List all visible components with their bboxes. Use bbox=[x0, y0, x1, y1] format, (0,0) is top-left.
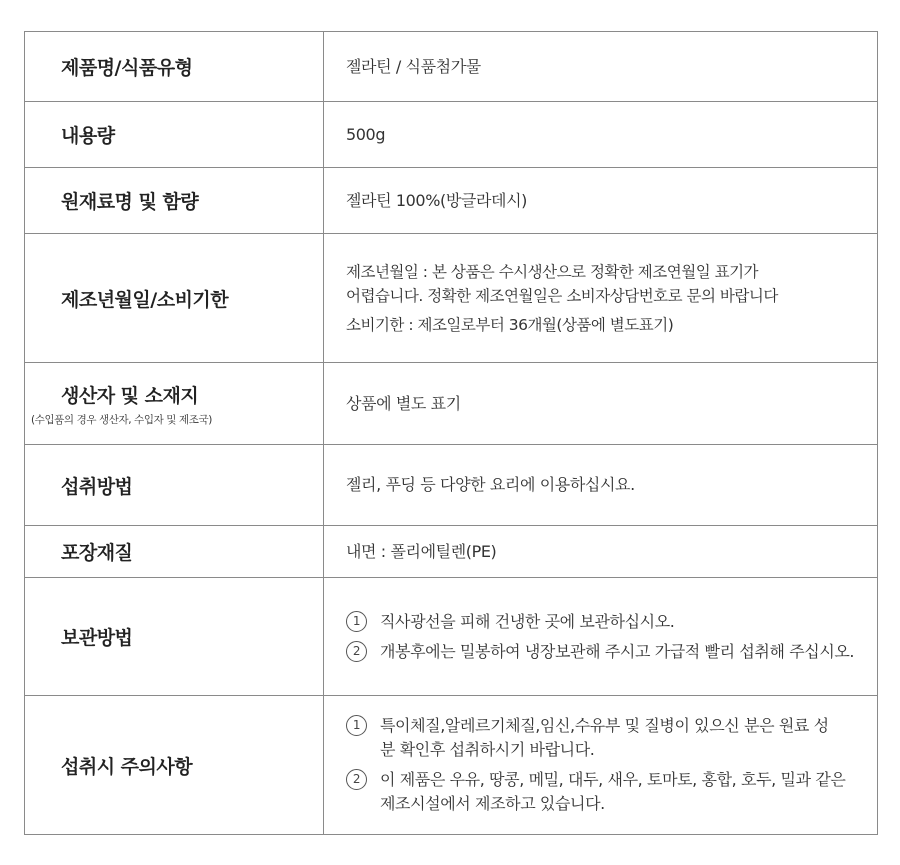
numbered-item bbox=[346, 768, 857, 816]
numbered-item-text: 직사광선을 피해 건냉한 곳에 보관하십시오. bbox=[380, 611, 675, 631]
row-label-cell bbox=[25, 696, 324, 835]
row-value: 500g bbox=[346, 124, 386, 144]
row-label-cell bbox=[25, 363, 324, 445]
row-sublabel: (수입품의 경우 생산자, 수입자 및 제조국) bbox=[31, 413, 212, 426]
row-label-cell bbox=[25, 526, 324, 578]
row-value: 젤리, 푸딩 등 다양한 요리에 이용하십시요. bbox=[346, 475, 635, 494]
numbered-item-text: 특이체질,알레르기체질,임신,수유부 및 질병이 있으신 분은 원료 성분 확인후 섭취하시기 바랍니다. bbox=[380, 716, 829, 759]
row-value-cell bbox=[324, 526, 878, 578]
numbered-item bbox=[346, 610, 857, 634]
row-label: 원재료명 및 함량 bbox=[61, 191, 199, 213]
row-label-cell bbox=[25, 168, 324, 234]
table-row bbox=[25, 445, 878, 526]
row-value-cell bbox=[324, 168, 878, 234]
row-value-cell bbox=[324, 32, 878, 102]
row-label: 내용량 bbox=[61, 125, 115, 147]
row-label-cell bbox=[25, 234, 324, 363]
product-info-table bbox=[24, 31, 878, 835]
table-row bbox=[25, 32, 878, 102]
row-label: 섭취시 주의사항 bbox=[61, 755, 193, 778]
table-row bbox=[25, 696, 878, 835]
table-row bbox=[25, 168, 878, 234]
value-line: 소비기한 : 제조일로부터 36개월(상품에 별도표기) bbox=[346, 315, 674, 334]
circled-number-badge: 1 bbox=[346, 611, 367, 632]
value-line: 어렵습니다. 정확한 제조연월일은 소비자상담번호로 문의 바랍니다 bbox=[346, 286, 778, 305]
numbered-item-text: 이 제품은 우유, 땅콩, 메밀, 대두, 새우, 토마토, 홍합, 호두, 밀과 같은 제조시설에서 제조하고 있습니다. bbox=[380, 770, 846, 813]
table-row bbox=[25, 102, 878, 168]
value-line: 제조년월일 : 본 상품은 수시생산으로 정확한 제조연월일 표기가 bbox=[346, 262, 759, 281]
circled-number-badge: 2 bbox=[346, 641, 367, 662]
circled-number-badge: 1 bbox=[346, 715, 367, 736]
row-value-cell bbox=[324, 234, 878, 363]
row-label-cell bbox=[25, 578, 324, 696]
row-value-cell bbox=[324, 445, 878, 526]
row-value-cell bbox=[324, 102, 878, 168]
row-value-cell bbox=[324, 363, 878, 445]
row-label: 제조년월일/소비기한 bbox=[61, 288, 229, 311]
row-value-cell bbox=[324, 578, 878, 696]
row-value: 젤라틴 / 식품첨가물 bbox=[346, 56, 481, 76]
row-label: 포장재질 bbox=[61, 542, 133, 564]
numbered-item bbox=[346, 714, 857, 762]
row-label: 보관방법 bbox=[61, 627, 133, 649]
row-label-cell bbox=[25, 445, 324, 526]
table-row bbox=[25, 234, 878, 363]
row-value: 상품에 별도 표기 bbox=[346, 393, 461, 413]
row-label-cell bbox=[25, 32, 324, 102]
row-value: 젤라틴 100%(방글라데시) bbox=[346, 190, 527, 210]
numbered-item bbox=[346, 640, 857, 664]
row-value-cell bbox=[324, 696, 878, 835]
numbered-item-text: 개봉후에는 밀봉하여 냉장보관해 주시고 가급적 빨리 섭취해 주십시오. bbox=[380, 641, 855, 661]
table-row bbox=[25, 578, 878, 696]
table-row bbox=[25, 526, 878, 578]
circled-number-badge: 2 bbox=[346, 769, 367, 790]
row-label: 제품명/식품유형 bbox=[61, 57, 193, 79]
row-value: 내면 : 폴리에틸렌(PE) bbox=[346, 541, 497, 561]
row-label: 섭취방법 bbox=[61, 475, 133, 498]
row-label-cell bbox=[25, 102, 324, 168]
row-label: 생산자 및 소재지 bbox=[61, 384, 199, 407]
table-row bbox=[25, 363, 878, 445]
